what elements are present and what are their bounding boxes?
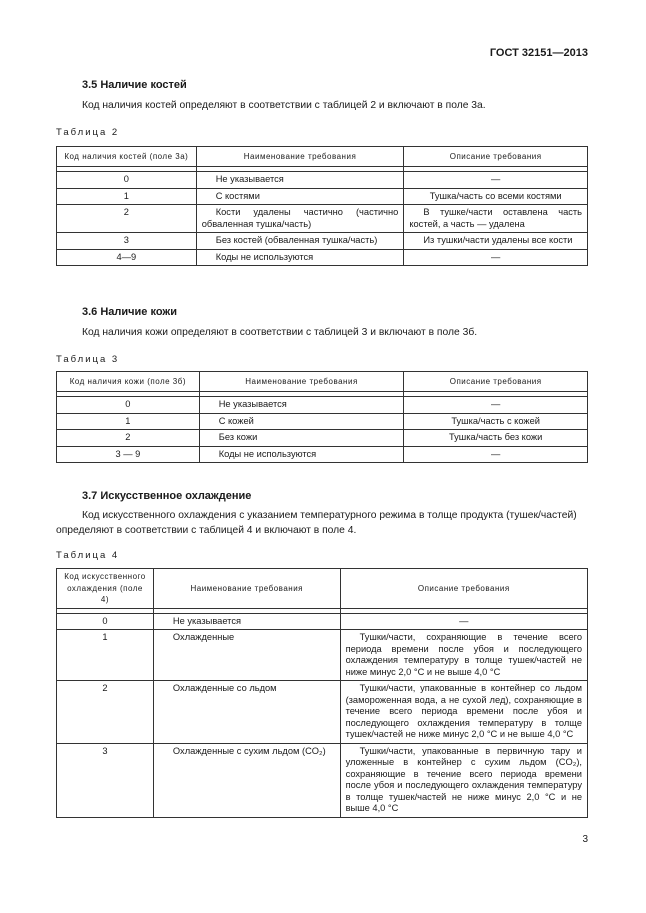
table-header-cell: Код наличия кожи (поле 3б) <box>57 372 200 392</box>
table-cell: 1 <box>57 630 154 681</box>
table-cell: 2 <box>57 681 154 744</box>
table-cell: 0 <box>57 613 154 630</box>
table-row <box>57 413 588 430</box>
table-cell: Коды не используются <box>199 446 404 463</box>
table-cell: Без костей (обваленная тушка/часть) <box>196 233 404 250</box>
table-row <box>57 205 588 233</box>
table-cell: — <box>404 397 588 414</box>
table-cell: Охлажденные со льдом <box>153 681 340 744</box>
section-text-skin: Код наличия кожи определяют в соответствии с таблицей 3 и включают в поле 3б. <box>82 327 478 338</box>
table-cell: 1 <box>57 413 200 430</box>
table-cell: Тушка/часть с кожей <box>404 413 588 430</box>
table-header-row <box>57 372 588 392</box>
table-cell: Коды не используются <box>196 249 404 266</box>
table-cell: — <box>404 446 588 463</box>
table-cell: Из тушки/части удалены все кости <box>404 233 588 250</box>
table-header-cell: Наименование требования <box>199 372 404 392</box>
table-row <box>57 249 588 266</box>
table-cell: Тушки/части, упакованные в контейнер со льдом (замороженная вода, а не сухой лед), сохраняющие в течение всего периода времени после убоя и последующего охлаждения температуру в толще тушек/частей не ниже минус 2,0 °С и не выше 4,0 °С <box>340 681 587 744</box>
table-cell: Без кожи <box>199 430 404 447</box>
table-row <box>57 233 588 250</box>
table-row <box>57 446 588 463</box>
table-3 <box>56 371 588 463</box>
table-caption-3: Таблица 3 <box>56 354 120 365</box>
table-cell: Охлажденные <box>153 630 340 681</box>
table-cell: Тушка/часть со всеми костями <box>404 188 588 205</box>
table-cell: 1 <box>57 188 197 205</box>
table-cell: 3 <box>57 743 154 817</box>
document-header: ГОСТ 32151—2013 <box>489 47 588 59</box>
table-cell: 0 <box>57 172 197 189</box>
table-row <box>57 630 588 681</box>
table-cell: — <box>404 249 588 266</box>
table-caption-2: Таблица 2 <box>56 127 120 138</box>
section-title-skin: 3.6 Наличие кожи <box>82 306 177 318</box>
table-2 <box>56 146 588 266</box>
table-cell: 3 — 9 <box>57 446 200 463</box>
table-cell: Не указывается <box>196 172 404 189</box>
table-cell: 2 <box>57 205 197 233</box>
table-cell: С костями <box>196 188 404 205</box>
table-cell: В тушке/части оставлена часть костей, а часть — удалена <box>404 205 588 233</box>
table-cell: Тушки/части, упакованные в первичную тару и уложенные в контейнер с сухим льдом (CO₂), сохраняющие в течение всего периода времени после убоя и последующего охлаждения температуру в толще тушек/частей не ниже минус 2,0 °С и не выше 4,0 °С <box>340 743 587 817</box>
section-title-bones: 3.5 Наличие костей <box>82 79 187 91</box>
table-header-cell: Описание требования <box>340 569 587 609</box>
table-header-cell: Описание требования <box>404 372 588 392</box>
table-cell: Тушка/часть без кожи <box>404 430 588 447</box>
table-cell: 3 <box>57 233 197 250</box>
table-cell: Не указывается <box>199 397 404 414</box>
section-text-cooling: Код искусственного охлаждения с указанием температурного режима в толще продукта (тушек/частей) определяют в соответствии с таблицей 4 и включают в поле 4. <box>56 510 577 536</box>
table-header-cell: Наименование требования <box>153 569 340 609</box>
table-cell: — <box>340 613 587 630</box>
table-cell: Тушки/части, сохраняющие в течение всего периода времени после убоя и последующего охлаждения температуру в толще тушек/частей не ниже минус 2,0 °С и не выше 4,0 °С <box>340 630 587 681</box>
table-cell: 4—9 <box>57 249 197 266</box>
section-title-cooling: 3.7 Искусственное охлаждение <box>82 490 252 502</box>
table-row <box>57 743 588 817</box>
table-header-cell: Код наличия костей (поле 3а) <box>57 147 197 167</box>
table-cell: Охлажденные с сухим льдом (CO₂) <box>153 743 340 817</box>
table-cell: 0 <box>57 397 200 414</box>
table-cell: — <box>404 172 588 189</box>
table-cell: С кожей <box>199 413 404 430</box>
section-text-bones: Код наличия костей определяют в соответствии с таблицей 2 и включают в поле 3а. <box>82 100 486 111</box>
table-header-cell: Описание требования <box>404 147 588 167</box>
table-row <box>57 188 588 205</box>
table-row <box>57 397 588 414</box>
table-cell: Кости удалены частично (частично обваленная тушка/часть) <box>196 205 404 233</box>
table-cell: 2 <box>57 430 200 447</box>
table-header-row <box>57 569 588 609</box>
table-4 <box>56 568 588 818</box>
table-row <box>57 172 588 189</box>
table-header-cell: Код искусственного охлаждения (поле 4) <box>57 569 154 609</box>
page-number: 3 <box>582 834 588 845</box>
table-cell: Не указывается <box>153 613 340 630</box>
table-header-cell: Наименование требования <box>196 147 404 167</box>
table-row <box>57 430 588 447</box>
table-row <box>57 681 588 744</box>
table-caption-4: Таблица 4 <box>56 550 120 561</box>
table-header-row <box>57 147 588 167</box>
table-row <box>57 613 588 630</box>
